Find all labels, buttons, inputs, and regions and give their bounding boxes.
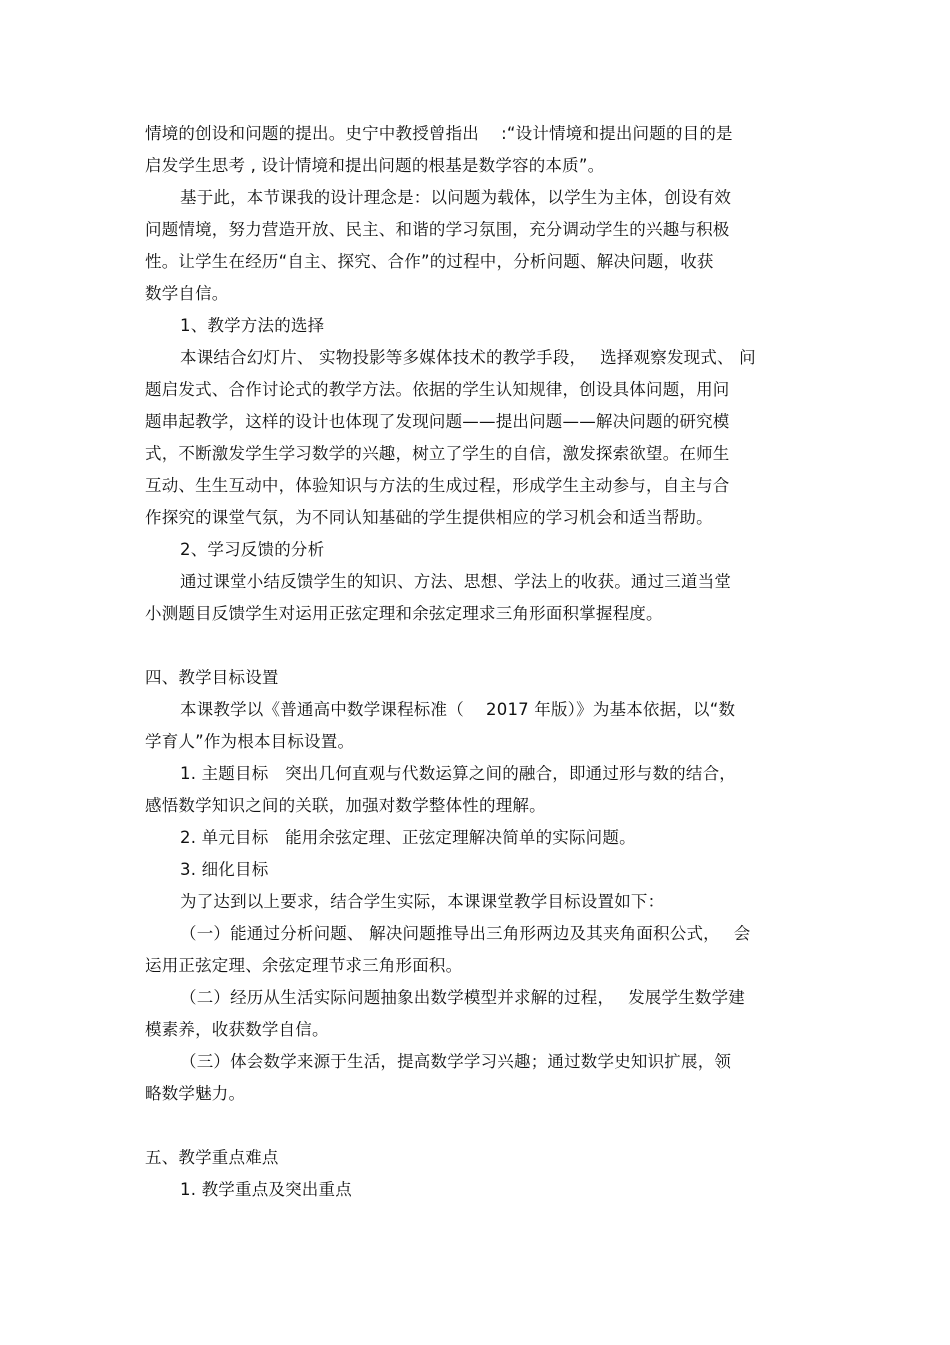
text-line: （三）体会数学来源于生活，提高数学学习兴趣；通过数学史知识扩展，领 (180, 1052, 732, 1071)
text-line: 学育人”作为根本目标设置。 (145, 732, 355, 751)
text-line: 式，不断激发学生学习数学的兴趣，树立了学生的自信，激发探索欲望。在师生 (145, 444, 730, 463)
text-line: 互动、生生互动中，体验知识与方法的生成过程，形成学生主动参与，自主与合 (145, 476, 730, 495)
text-line: 启发学生思考 , 设计情境和提出问题的根基是数学容的本质”。 (145, 156, 605, 175)
text-line: 1. 主题目标 突出几何直观与代数运算之间的融合，即通过形与数的结合， (180, 764, 736, 783)
section-heading: 1、教学方法的选择 (180, 316, 325, 335)
text-line: 小测题目反馈学生对运用正弦定理和余弦定理求三角形面积掌握程度。 (145, 604, 663, 623)
text-line: 性。让学生在经历“自主、探究、合作”的过程中，分析问题、解决问题，收获 (145, 252, 714, 271)
text-line: 本课教学以《普通高中数学课程标准（ 2017 年版）》为基本依据，以“数 (180, 700, 736, 719)
text-line: 题串起教学，这样的设计也体现了发现问题——提出问题——解决问题的研究模 (145, 412, 730, 431)
text-line: 2. 单元目标 能用余弦定理、正弦定理解决简单的实际问题。 (180, 828, 636, 847)
text-line: 通过课堂小结反馈学生的知识、方法、思想、学法上的收获。通过三道当堂 (180, 572, 732, 591)
text-line: （二）经历从生活实际问题抽象出数学模型并求解的过程， 发展学生数学建 (180, 988, 745, 1007)
section-heading: 2、学习反馈的分析 (180, 540, 325, 559)
text-line: 数学自信。 (145, 284, 229, 303)
text-line: 基于此，本节课我的设计理念是：以问题为载体，以学生为主体，创设有效 (180, 188, 732, 207)
section-heading: 1. 教学重点及突出重点 (180, 1180, 352, 1199)
text-line: 作探究的课堂气氛，为不同认知基础的学生提供相应的学习机会和适当帮助。 (145, 508, 713, 527)
text-line: 题启发式、合作讨论式的教学方法。依据的学生认知规律，创设具体问题，用问 (145, 380, 730, 399)
text-line: 问题情境，努力营造开放、民主、和谐的学习氛围，充分调动学生的兴趣与积极 (145, 220, 730, 239)
section-heading: 3. 细化目标 (180, 860, 269, 879)
chapter-heading: 五、教学重点难点 (145, 1148, 279, 1167)
text-line: 为了达到以上要求，结合学生实际，本课课堂教学目标设置如下： (180, 892, 665, 911)
text-line: （一）能通过分析问题、 解决问题推导出三角形两边及其夹角面积公式， 会 (180, 924, 751, 943)
text-line: 情境的创设和问题的提出。史宁中教授曾指出 :“设计情境和提出问题的目的是 (145, 124, 733, 143)
text-line: 感悟数学知识之间的关联，加强对数学整体性的理解。 (145, 796, 546, 815)
text-line: 运用正弦定理、余弦定理节求三角形面积。 (145, 956, 463, 975)
text-line: 模素养，收获数学自信。 (145, 1020, 329, 1039)
chapter-heading: 四、教学目标设置 (145, 668, 279, 687)
text-line: 略数学魅力。 (145, 1084, 246, 1103)
text-line: 本课结合幻灯片、 实物投影等多媒体技术的教学手段， 选择观察发现式、 问 (180, 348, 756, 367)
